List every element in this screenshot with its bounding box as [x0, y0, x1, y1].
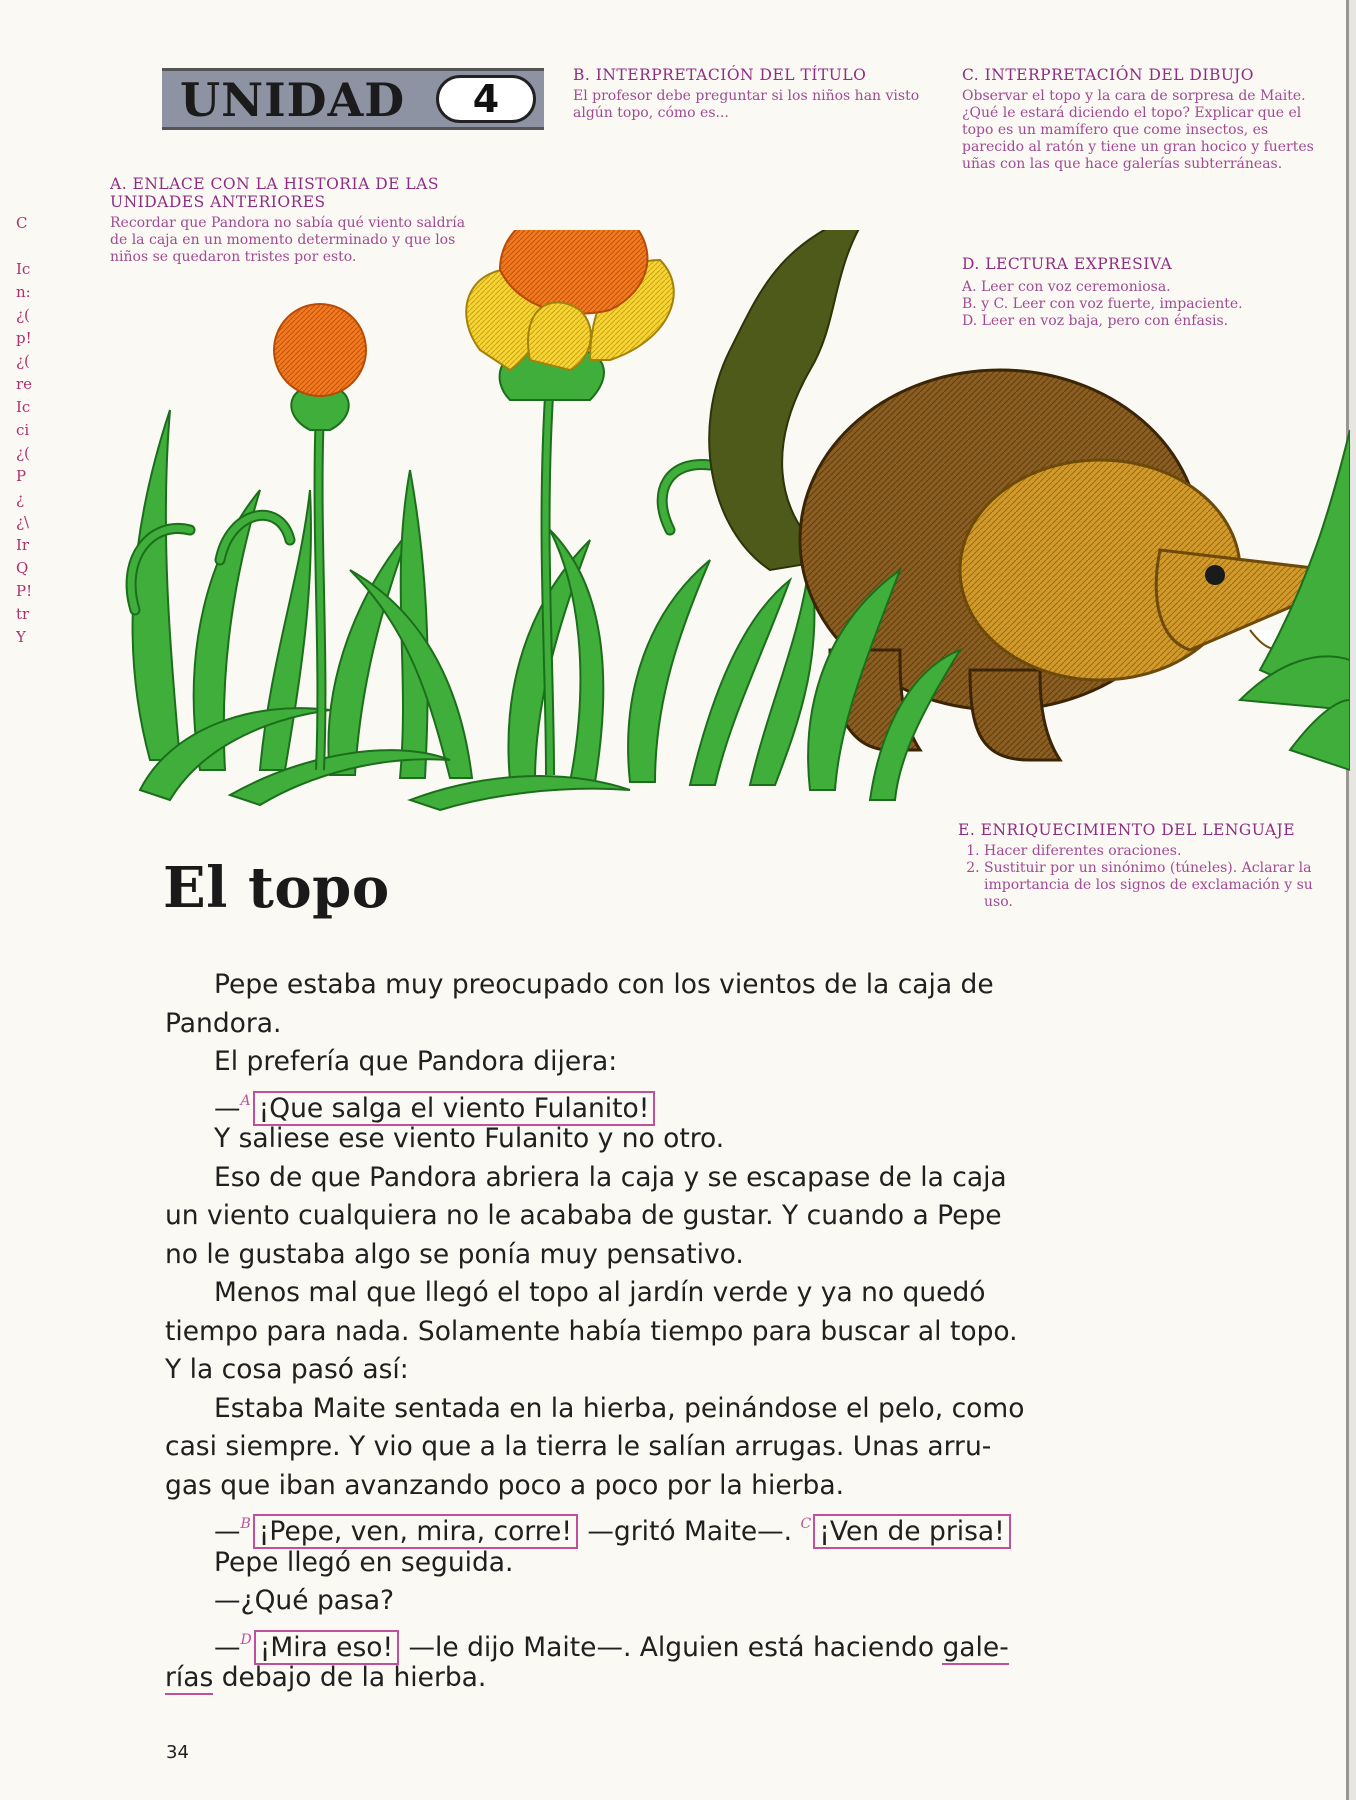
note-d-line-1: A. Leer con voz ceremoniosa. — [962, 279, 1171, 295]
yellow-flower — [466, 230, 674, 400]
annotation-mark-a: A — [240, 1092, 251, 1109]
story-line: Pepe estaba muy preocupado con los vientos de la caja de — [214, 969, 994, 1000]
story-line: Pandora. — [165, 1007, 282, 1039]
annotation-mark-c: C — [800, 1516, 812, 1532]
story-line: tiempo para nada. Solamente había tiempo para buscar al topo. — [165, 1315, 1018, 1347]
cut-fragment: P — [16, 467, 27, 485]
story-line: —le dijo Maite—. Alguien está haciendo — [400, 1631, 943, 1663]
dialogue-dash: — — [214, 1092, 241, 1124]
grass-blade — [328, 530, 410, 775]
mole-garden-illustration — [110, 230, 1350, 830]
boxed-exclamation-b: ¡Pepe, ven, mira, corre! — [253, 1514, 578, 1549]
grass-blade — [1240, 656, 1350, 710]
dialogue-dash: — — [214, 1516, 241, 1547]
story-line: Y saliese ese viento Fulanito y no otro. — [214, 1123, 725, 1154]
cut-fragment: Y — [16, 628, 26, 646]
note-c-text: Observar el topo y la cara de sorpresa de Maite. ¿Qué le estará diciendo el topo? Explicar que el topo es un mamífero que come insectos, es parecido al ratón y tiene un gran hocico y fuertes uñas con las que hace galerías subterráneas. — [962, 88, 1314, 172]
story-line: Eso de que Pandora abriera la caja y se escapase de la caja — [214, 1161, 1007, 1193]
note-b-title: B. INTERPRETACIÓN DEL TÍTULO — [573, 66, 867, 84]
story-title: El topo — [163, 855, 390, 921]
note-e-item-1: 1. Hacer diferentes oraciones. — [984, 843, 1328, 860]
note-a-title: A. ENLACE CON LA HISTORIA DE LAS UNIDADES ANTERIORES — [110, 175, 439, 211]
cut-fragment: n: — [16, 283, 31, 301]
grass-blade — [133, 410, 180, 760]
boxed-exclamation-a: ¡Que salga el viento Fulanito! — [253, 1091, 656, 1126]
annotation-mark-d: D — [240, 1631, 252, 1648]
cut-fragment: Ir — [16, 536, 30, 554]
cut-fragment: ¿( — [16, 306, 30, 324]
note-b-text: El profesor debe preguntar si los niños han visto algún topo, cómo es... — [573, 88, 920, 121]
boxed-exclamation-c: ¡Ven de prisa! — [813, 1514, 1011, 1549]
cut-fragment — [16, 235, 32, 258]
note-e-item-2: 2. Sustituir por un sinónimo (túneles). Aclarar la importancia de los signos de exclamación y su uso. — [984, 860, 1328, 911]
story-line: —¿Qué pasa? — [214, 1585, 395, 1616]
story-line: un viento cualquiera no le acababa de gustar. Y cuando a Pepe — [165, 1200, 1002, 1231]
cut-fragment: Ic — [16, 260, 31, 278]
cut-fragment: p! — [16, 329, 32, 347]
facing-page-cut-text — [16, 212, 32, 649]
story-line: Y la cosa pasó así: — [165, 1354, 409, 1385]
cut-fragment: tr — [16, 605, 30, 623]
note-e-title: E. ENRIQUECIMIENTO DEL LENGUAJE — [958, 821, 1296, 839]
grass-blade — [628, 560, 710, 782]
unit-number: 4 — [436, 75, 536, 123]
note-a-text: Recordar que Pandora no sabía qué viento saldría de la caja en un momento determinado y que los niños se quedaron tristes por esto. — [110, 215, 466, 265]
story-text — [165, 966, 1095, 1698]
story-line: Estaba Maite sentada en la hierba, peinándose el pelo, como — [214, 1392, 1025, 1424]
story-line: Pepe llegó en seguida. — [214, 1546, 514, 1578]
grass-blade — [410, 776, 630, 810]
grass-blade — [1290, 700, 1350, 770]
cut-fragment: ¿ — [16, 490, 25, 508]
note-c-title: C. INTERPRETACIÓN DEL DIBUJO — [962, 66, 1254, 84]
cut-fragment: ¿( — [16, 444, 30, 462]
cut-fragment: Q — [16, 559, 29, 577]
boxed-exclamation-d: ¡Mira eso! — [254, 1630, 399, 1665]
underlined-word: rías — [165, 1662, 214, 1693]
annotation-mark-b: B — [240, 1516, 251, 1532]
grass-blade — [550, 530, 603, 782]
orange-flower — [274, 304, 366, 430]
cut-fragment: re — [16, 375, 32, 393]
cut-fragment: ¿\ — [16, 513, 30, 531]
note-d-title: D. LECTURA EXPRESIVA — [962, 255, 1173, 273]
story-line: gas que iban avanzando poco a poco por la hierba. — [165, 1469, 844, 1501]
dialogue-dash: — — [214, 1631, 241, 1663]
cut-fragment: P! — [16, 582, 32, 600]
mole-eye — [1205, 565, 1225, 585]
unit-label: UNIDAD — [180, 73, 406, 127]
unit-banner — [162, 68, 544, 130]
story-line: El prefería que Pandora dijera: — [214, 1046, 618, 1077]
story-line: debajo de la hierba. — [213, 1662, 487, 1693]
cut-fragment: ci — [16, 421, 30, 439]
story-line: Menos mal que llegó el topo al jardín verde y ya no quedó — [214, 1277, 986, 1308]
story-line: no le gustaba algo se ponía muy pensativo. — [165, 1238, 744, 1270]
page-number: 34 — [166, 1742, 189, 1763]
note-b — [573, 66, 941, 122]
note-d-line-2: B. y C. Leer con voz fuerte, impaciente. — [962, 296, 1243, 312]
cut-fragment: C — [16, 214, 28, 232]
story-line: casi siempre. Y vio que a la tierra le salían arrugas. Unas arru- — [165, 1431, 992, 1462]
cut-fragment: Ic — [16, 398, 31, 416]
note-d-line-3: D. Leer en voz baja, pero con énfasis. — [962, 313, 1229, 329]
note-c — [962, 66, 1328, 173]
note-e — [958, 821, 1328, 911]
underlined-word: gale- — [942, 1631, 1009, 1663]
story-line: —gritó Maite—. — [578, 1516, 801, 1547]
cut-fragment: ¿( — [16, 352, 30, 370]
